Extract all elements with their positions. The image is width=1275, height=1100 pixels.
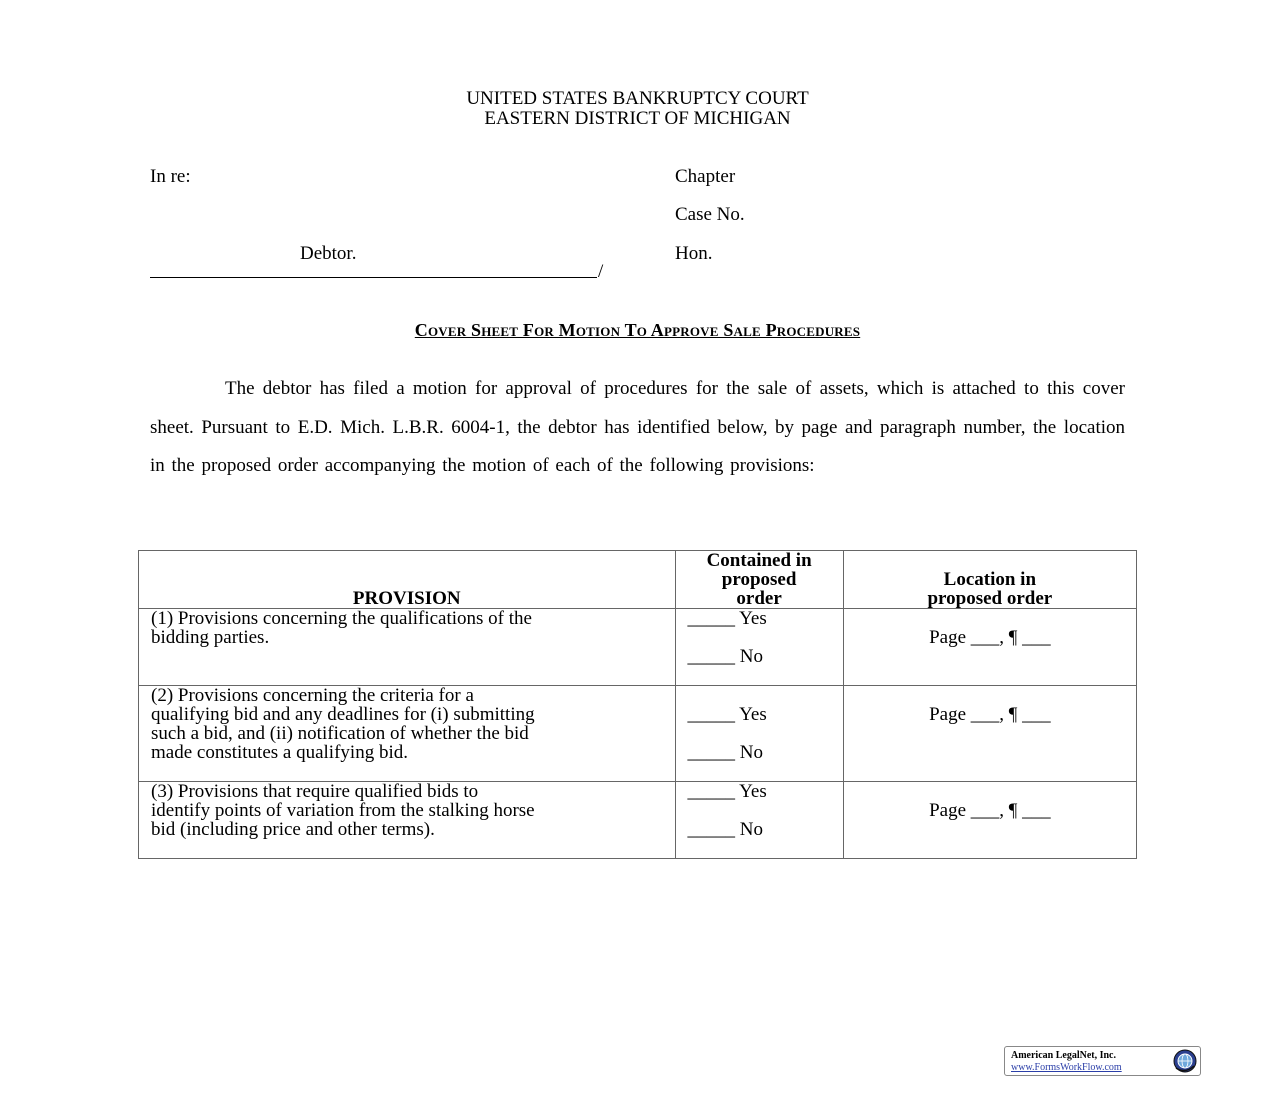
debtor-label: Debtor. <box>300 243 357 264</box>
caption-signature-line <box>150 277 597 278</box>
body-paragraph: The debtor has filed a motion for approval of procedures for the sale of assets, which is attached to this cover sheet. Pursuant to E.D. Mich. L.B.R. 6004-1, the debtor has identified below, by page and paragraph number, the location in the proposed order accompanying the motion of each of the following provisions: <box>150 378 1125 476</box>
case-no-label: Case No. <box>675 204 745 225</box>
yes-blank[interactable]: _____ Yes <box>687 608 767 629</box>
no-blank[interactable]: _____ No <box>687 819 764 840</box>
caption-slash: / <box>598 261 604 282</box>
table-row <box>139 609 1137 686</box>
header-contained: Contained in proposed order <box>675 551 843 609</box>
location-blank[interactable]: Page ___, ¶ ___ <box>929 704 1051 725</box>
provision-text: (1) Provisions concerning the qualifications of the bidding parties. <box>139 609 676 686</box>
header-provision: PROVISION <box>139 551 676 609</box>
location-cell <box>843 609 1136 686</box>
location-blank[interactable]: Page ___, ¶ ___ <box>929 627 1051 648</box>
provision-text: (2) Provisions concerning the criteria for a qualifying bid and any deadlines for (i) submitting such a bid, and (ii) notification of whether the bid made constitutes a qualifying bid. <box>139 686 676 782</box>
contained-cell <box>675 609 843 686</box>
yes-blank[interactable]: _____ Yes <box>687 781 767 802</box>
location-blank[interactable]: Page ___, ¶ ___ <box>929 800 1051 821</box>
hon-label: Hon. <box>675 243 713 264</box>
location-cell <box>843 686 1136 782</box>
table-row <box>139 782 1137 859</box>
table-header-row <box>139 551 1137 609</box>
table-row <box>139 686 1137 782</box>
in-re-label: In re: <box>150 166 191 187</box>
american-legalnet-logo[interactable] <box>1004 1046 1201 1076</box>
contained-cell <box>675 686 843 782</box>
contained-cell <box>675 782 843 859</box>
no-blank[interactable]: _____ No <box>687 742 764 763</box>
provisions-table <box>138 550 1137 859</box>
court-district: EASTERN DISTRICT OF MICHIGAN <box>484 108 791 129</box>
header-location: Location in proposed order <box>843 551 1136 609</box>
document-title: Cover Sheet For Motion To Approve Sale Procedures <box>414 320 861 340</box>
no-blank[interactable]: _____ No <box>687 646 764 667</box>
logo-company-name: American LegalNet, Inc. <box>1011 1050 1116 1061</box>
logo-url-link[interactable]: www.FormsWorkFlow.com <box>1011 1062 1122 1073</box>
provision-text: (3) Provisions that require qualified bids to identify points of variation from the stalking horse bid (including price and other terms). <box>139 782 676 859</box>
court-name: UNITED STATES BANKRUPTCY COURT <box>466 88 809 109</box>
yes-blank[interactable]: _____ Yes <box>687 704 767 725</box>
globe-icon <box>1172 1048 1198 1074</box>
location-cell <box>843 782 1136 859</box>
chapter-label: Chapter <box>675 166 736 187</box>
